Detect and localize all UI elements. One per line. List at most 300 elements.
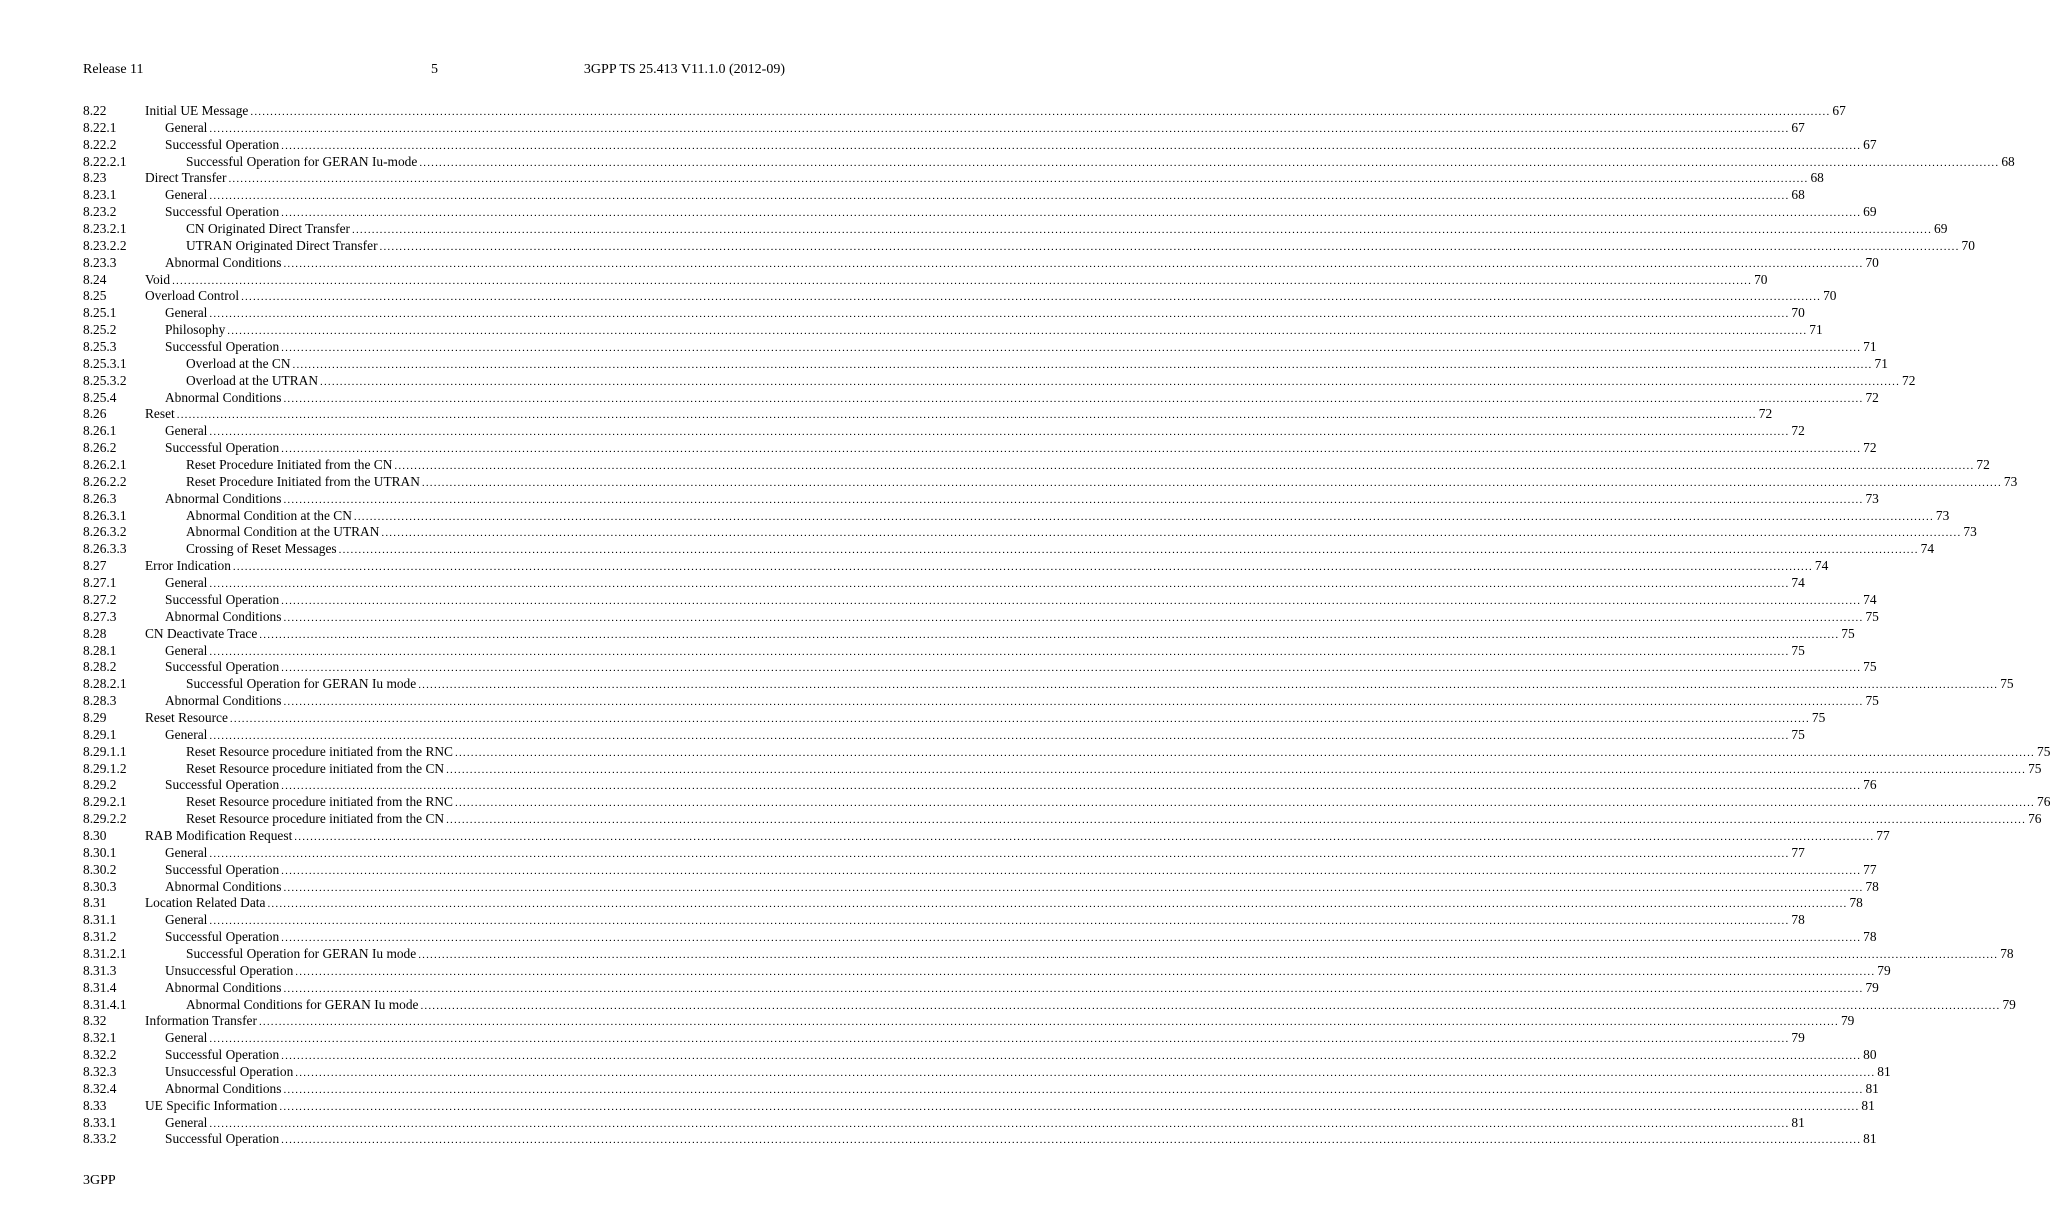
toc-entry[interactable] <box>83 575 1805 592</box>
toc-dot-leader: ................................................................................................................................................................................................................................................................................................................................................................................................................ <box>209 308 1790 321</box>
toc-dot-leader: ................................................................................................................................................................................................................................................................................................................................................................................................................ <box>418 679 1999 692</box>
toc-dot-leader: ................................................................................................................................................................................................................................................................................................................................................................................................................ <box>420 999 2001 1012</box>
toc-entry[interactable] <box>83 676 2014 693</box>
toc-section-title: UE Specific Information <box>145 1097 278 1113</box>
toc-entry-line <box>186 541 1935 559</box>
toc-section-number: 8.30 <box>83 827 107 843</box>
toc-entry[interactable] <box>83 339 1877 356</box>
toc-page-number: 73 <box>2003 473 2018 489</box>
toc-page-number: 77 <box>1876 827 1890 843</box>
toc-entry[interactable] <box>83 288 1837 305</box>
toc-entry-line <box>165 861 1877 880</box>
toc-dot-leader: ................................................................................................................................................................................................................................................................................................................................................................................................................ <box>446 763 2027 776</box>
toc-entry-line <box>186 794 2050 812</box>
toc-entry[interactable] <box>83 389 1879 407</box>
toc-section-number: 8.27.2 <box>83 591 117 607</box>
toc-dot-leader: ................................................................................................................................................................................................................................................................................................................................................................................................................ <box>176 409 1757 422</box>
toc-section-title: Unsuccessful Operation <box>165 962 294 978</box>
toc-entry-line <box>165 204 1877 222</box>
toc-entry-line <box>165 254 1879 273</box>
toc-entry-line <box>145 406 1773 424</box>
header-page-number: 5 <box>431 62 438 77</box>
toc-entry-line <box>165 962 1891 981</box>
toc-entry[interactable] <box>83 608 1879 626</box>
toc-entry-line <box>165 490 1879 509</box>
toc-entry-line <box>165 693 1879 711</box>
toc-entry-line <box>165 187 1805 205</box>
toc-page-number: 72 <box>1976 457 1990 473</box>
toc-dot-leader: ................................................................................................................................................................................................................................................................................................................................................................................................................ <box>283 1083 1864 1096</box>
toc-section-number: 8.29.1.2 <box>83 760 127 776</box>
toc-entry[interactable] <box>83 372 1916 390</box>
toc-page-number: 77 <box>1863 861 1877 877</box>
toc-section-title: Abnormal Conditions <box>165 389 282 405</box>
toc-entry-line <box>145 170 1824 188</box>
toc-section-number: 8.29.1.1 <box>83 743 127 759</box>
toc-entry[interactable] <box>83 322 1823 339</box>
toc-entry-line <box>165 979 1879 998</box>
toc-section-number: 8.31.2 <box>83 929 117 945</box>
toc-section-title: Abnormal Conditions <box>165 490 282 506</box>
toc-page-number: 78 <box>2000 945 2014 961</box>
toc-page-number: 74 <box>1920 541 1935 557</box>
toc-entry[interactable] <box>83 844 1805 862</box>
toc-entry[interactable] <box>83 878 1879 896</box>
toc-page-number: 68 <box>1791 187 1805 203</box>
toc-section-title: Successful Operation <box>165 929 280 945</box>
toc-dot-leader: ................................................................................................................................................................................................................................................................................................................................................................................................................ <box>283 696 1864 709</box>
toc-page-number: 79 <box>1877 962 1891 978</box>
toc-entry-line <box>186 760 2042 779</box>
toc-entry-line <box>165 1030 1805 1048</box>
toc-page-number: 77 <box>1791 844 1805 860</box>
toc-section-title: Successful Operation <box>165 440 280 456</box>
toc-dot-leader: ................................................................................................................................................................................................................................................................................................................................................................................................................ <box>209 1117 1790 1130</box>
toc-entry[interactable] <box>83 827 1890 845</box>
toc-section-number: 8.31.1 <box>83 912 117 928</box>
toc-dot-leader: ................................................................................................................................................................................................................................................................................................................................................................................................................ <box>338 544 1919 557</box>
toc-section-number: 8.31 <box>83 895 107 911</box>
toc-dot-leader: ................................................................................................................................................................................................................................................................................................................................................................................................................ <box>228 173 1809 186</box>
toc-entry-line <box>145 625 1855 644</box>
toc-entry[interactable] <box>83 642 1805 660</box>
toc-dot-leader: ................................................................................................................................................................................................................................................................................................................................................................................................................ <box>353 510 1934 523</box>
toc-entry[interactable] <box>83 254 1879 272</box>
toc-entry-line <box>165 1047 1877 1065</box>
toc-entry[interactable] <box>83 221 1948 238</box>
toc-section-title: Reset Resource <box>145 709 228 725</box>
toc-dot-leader: ................................................................................................................................................................................................................................................................................................................................................................................................................ <box>294 830 1875 843</box>
toc-dot-leader: ................................................................................................................................................................................................................................................................................................................................................................................................................ <box>209 645 1790 658</box>
toc-dot-leader: ................................................................................................................................................................................................................................................................................................................................................................................................................ <box>281 594 1862 607</box>
toc-page-number: 78 <box>1791 912 1805 928</box>
toc-entry-line <box>165 1131 1877 1149</box>
toc-dot-leader: ................................................................................................................................................................................................................................................................................................................................................................................................................ <box>279 1100 1860 1113</box>
toc-entry[interactable] <box>83 1047 1877 1064</box>
toc-section-title: Abnormal Conditions for GERAN Iu mode <box>186 996 419 1012</box>
toc-entry[interactable] <box>83 558 1829 575</box>
toc-entry-line <box>165 322 1823 340</box>
toc-dot-leader: ................................................................................................................................................................................................................................................................................................................................................................................................................ <box>209 578 1790 591</box>
toc-section-title: Overload at the UTRAN <box>186 372 319 388</box>
toc-entry[interactable] <box>83 136 1877 154</box>
toc-entry[interactable] <box>83 1131 1877 1148</box>
toc-entry[interactable] <box>83 962 1891 980</box>
toc-entry[interactable] <box>83 777 1877 794</box>
toc-section-title: General <box>165 423 208 439</box>
toc-page-number: 76 <box>2028 811 2042 827</box>
toc-page-number: 75 <box>2028 760 2042 776</box>
toc-section-number: 8.25.2 <box>83 322 117 338</box>
toc-section-title: Reset Resource procedure initiated from the CN <box>186 811 445 827</box>
toc-section-number: 8.26.1 <box>83 423 117 439</box>
toc-page-number: 72 <box>1791 423 1805 439</box>
toc-section-number: 8.31.4.1 <box>83 996 127 1012</box>
toc-entry-line <box>186 237 1975 256</box>
toc-page-number: 71 <box>1809 322 1823 338</box>
toc-dot-leader: ................................................................................................................................................................................................................................................................................................................................................................................................................ <box>232 561 1813 574</box>
toc-page-number: 81 <box>1863 1131 1877 1147</box>
toc-section-title: UTRAN Originated Direct Transfer <box>186 237 378 253</box>
toc-entry-line <box>165 575 1805 593</box>
toc-dot-leader: ................................................................................................................................................................................................................................................................................................................................................................................................................ <box>446 814 2027 827</box>
toc-section-title: Unsuccessful Operation <box>165 1063 294 1079</box>
toc-section-number: 8.26.3.3 <box>83 541 127 557</box>
toc-section-title: Reset Procedure Initiated from the UTRAN <box>186 473 420 489</box>
toc-page-number: 68 <box>2001 153 2015 169</box>
toc-dot-leader: ................................................................................................................................................................................................................................................................................................................................................................................................................ <box>281 662 1862 675</box>
toc-entry-line <box>165 305 1805 323</box>
toc-section-title: Successful Operation for GERAN Iu mode <box>186 945 417 961</box>
toc-section-number: 8.32 <box>83 1013 107 1029</box>
toc-entry[interactable] <box>83 811 2042 828</box>
toc-dot-leader: ................................................................................................................................................................................................................................................................................................................................................................................................................ <box>209 426 1790 439</box>
toc-section-title: Initial UE Message <box>145 103 249 118</box>
toc-entry-line <box>165 844 1805 863</box>
toc-entry[interactable] <box>83 490 1879 508</box>
toc-entry-line <box>165 659 1877 677</box>
toc-entry-line <box>165 136 1877 155</box>
toc-entry-line <box>165 1080 1879 1099</box>
toc-section-title: Successful Operation <box>165 1047 280 1063</box>
toc-entry[interactable] <box>83 103 1846 120</box>
toc-entry[interactable] <box>83 895 1863 912</box>
toc-entry-line <box>186 153 2015 172</box>
toc-section-title: RAB Modification Request <box>145 827 293 843</box>
toc-dot-leader: ................................................................................................................................................................................................................................................................................................................................................................................................................ <box>281 864 1862 877</box>
toc-entry[interactable] <box>83 1063 1891 1081</box>
toc-entry[interactable] <box>83 979 1879 997</box>
toc-section-title: Reset Procedure Initiated from the CN <box>186 457 393 473</box>
toc-section-number: 8.28 <box>83 625 107 641</box>
toc-dot-leader: ................................................................................................................................................................................................................................................................................................................................................................................................................ <box>281 443 1862 456</box>
toc-section-number: 8.23.1 <box>83 187 117 203</box>
toc-section-number: 8.26.3.2 <box>83 524 127 540</box>
toc-dot-leader: ................................................................................................................................................................................................................................................................................................................................................................................................................ <box>209 847 1790 860</box>
toc-section-number: 8.29.2.2 <box>83 811 127 827</box>
toc-page-number: 70 <box>1791 305 1805 321</box>
toc-page-number: 81 <box>1877 1063 1891 1079</box>
toc-dot-leader: ................................................................................................................................................................................................................................................................................................................................................................................................................ <box>295 1066 1876 1079</box>
toc-section-title: General <box>165 119 208 135</box>
toc-entry[interactable] <box>83 541 1935 558</box>
toc-page-number: 75 <box>1791 726 1805 742</box>
toc-page-number: 70 <box>1754 271 1768 287</box>
toc-section-title: Overload at the CN <box>186 355 291 371</box>
toc-page-number: 81 <box>1861 1097 1875 1113</box>
toc-section-title: Abnormal Conditions <box>165 693 282 709</box>
toc-section-title: General <box>165 642 208 658</box>
toc-section-title: General <box>165 726 208 742</box>
toc-page-number: 72 <box>1902 372 1916 388</box>
toc-page-number: 81 <box>1865 1080 1879 1096</box>
header-release: Release 11 <box>83 62 144 77</box>
toc-dot-leader: ................................................................................................................................................................................................................................................................................................................................................................................................................ <box>421 476 2002 489</box>
toc-section-number: 8.32.3 <box>83 1063 117 1079</box>
toc-entry[interactable] <box>83 625 1855 643</box>
toc-section-title: Abnormal Condition at the CN <box>186 507 352 523</box>
toc-entry[interactable] <box>83 170 1824 187</box>
toc-section-number: 8.24 <box>83 271 107 287</box>
toc-entry[interactable] <box>83 473 2018 491</box>
toc-dot-leader: ................................................................................................................................................................................................................................................................................................................................................................................................................ <box>250 106 1831 118</box>
toc-entry-line <box>165 929 1877 947</box>
toc-entry[interactable] <box>83 1080 1879 1098</box>
toc-entry[interactable] <box>83 153 2015 171</box>
toc-entry-line <box>186 372 1916 391</box>
toc-entry[interactable] <box>83 709 1826 727</box>
toc-entry[interactable] <box>83 187 1805 204</box>
toc-page-number: 76 <box>1863 777 1877 793</box>
toc-section-number: 8.25.3 <box>83 339 117 355</box>
toc-section-number: 8.33 <box>83 1097 107 1113</box>
toc-entry[interactable] <box>83 1114 1805 1132</box>
toc-section-number: 8.31.2.1 <box>83 945 127 961</box>
toc-section-title: Overload Control <box>145 288 240 304</box>
toc-section-number: 8.28.1 <box>83 642 117 658</box>
toc-section-title: Error Indication <box>145 558 231 574</box>
toc-dot-leader: ................................................................................................................................................................................................................................................................................................................................................................................................................ <box>172 274 1753 287</box>
toc-section-number: 8.26.3 <box>83 490 117 506</box>
toc-page-number: 72 <box>1863 440 1877 456</box>
toc-section-title: General <box>165 1114 208 1130</box>
toc-entry[interactable] <box>83 929 1877 946</box>
toc-entry-line <box>186 676 2014 694</box>
toc-section-number: 8.26.2.2 <box>83 473 127 489</box>
toc-dot-leader: ................................................................................................................................................................................................................................................................................................................................................................................................................ <box>283 881 1864 894</box>
toc-entry[interactable] <box>83 507 1950 525</box>
toc-section-number: 8.27.3 <box>83 608 117 624</box>
toc-entry[interactable] <box>83 743 2050 761</box>
toc-section-title: General <box>165 305 208 321</box>
toc-section-title: Information Transfer <box>145 1013 257 1029</box>
toc-section-number: 8.30.3 <box>83 878 117 894</box>
toc-entry-line <box>186 221 1948 239</box>
toc-dot-leader: ................................................................................................................................................................................................................................................................................................................................................................................................................ <box>281 139 1862 152</box>
toc-entry[interactable] <box>83 524 1977 541</box>
toc-entry-line <box>186 355 1888 374</box>
toc-section-number: 8.30.2 <box>83 861 117 877</box>
toc-page-number: 75 <box>2037 743 2050 759</box>
toc-section-title: Abnormal Conditions <box>165 979 282 995</box>
toc-page-number: 68 <box>1810 170 1824 186</box>
toc-section-number: 8.23.3 <box>83 254 117 270</box>
toc-entry[interactable] <box>83 996 2016 1014</box>
toc-section-number: 8.28.2 <box>83 659 117 675</box>
toc-dot-leader: ................................................................................................................................................................................................................................................................................................................................................................................................................ <box>455 797 2035 810</box>
toc-dot-leader: ................................................................................................................................................................................................................................................................................................................................................................................................................ <box>379 240 1960 253</box>
toc-section-title: Abnormal Conditions <box>165 254 282 270</box>
toc-dot-leader: ................................................................................................................................................................................................................................................................................................................................................................................................................ <box>295 965 1876 978</box>
toc-entry-line <box>165 591 1877 610</box>
toc-dot-leader: ................................................................................................................................................................................................................................................................................................................................................................................................................ <box>267 898 1848 911</box>
toc-page-number: 79 <box>2002 996 2016 1012</box>
toc-section-number: 8.31.4 <box>83 979 117 995</box>
toc-section-title: General <box>165 575 208 591</box>
toc-section-number: 8.28.2.1 <box>83 676 127 692</box>
toc-entry[interactable] <box>83 945 2014 963</box>
toc-entry[interactable] <box>83 861 1877 879</box>
toc-page-number: 71 <box>1863 339 1877 355</box>
toc-page-number: 75 <box>2000 676 2014 692</box>
toc-section-title: Void <box>145 271 171 287</box>
toc-section-title: Abnormal Conditions <box>165 1080 282 1096</box>
toc-section-title: Successful Operation <box>165 861 280 877</box>
toc-page-number: 70 <box>1961 237 1975 253</box>
toc-page-number: 75 <box>1791 642 1805 658</box>
toc-entry[interactable] <box>83 912 1805 929</box>
toc-section-number: 8.22.2 <box>83 136 117 152</box>
toc-entry-line <box>165 389 1879 408</box>
toc-section-title: Successful Operation <box>165 591 280 607</box>
toc-entry-line <box>145 288 1837 306</box>
toc-dot-leader: ................................................................................................................................................................................................................................................................................................................................................................................................................ <box>292 358 1873 371</box>
toc-page-number: 71 <box>1874 355 1888 371</box>
toc-entry[interactable] <box>83 1097 1875 1115</box>
toc-page-number: 75 <box>1865 608 1879 624</box>
toc-page-number: 73 <box>1963 524 1977 540</box>
toc-entry[interactable] <box>83 204 1877 221</box>
toc-section-title: Reset <box>145 406 175 422</box>
toc-section-number: 8.23 <box>83 170 107 186</box>
toc-dot-leader: ................................................................................................................................................................................................................................................................................................................................................................................................................ <box>320 375 1901 388</box>
toc-entry[interactable] <box>83 423 1805 440</box>
toc-section-title: General <box>165 912 208 928</box>
toc-page-number: 69 <box>1863 204 1877 220</box>
toc-dot-leader: ................................................................................................................................................................................................................................................................................................................................................................................................................ <box>455 746 2035 759</box>
toc-section-number: 8.27.1 <box>83 575 117 591</box>
toc-page-number: 75 <box>1863 659 1877 675</box>
toc-entry[interactable] <box>83 457 1990 474</box>
toc-entry-line <box>165 642 1805 661</box>
toc-entry-line <box>165 423 1805 441</box>
toc-entry[interactable] <box>83 659 1877 676</box>
toc-entry[interactable] <box>83 794 2050 811</box>
toc-section-number: 8.22 <box>83 103 107 118</box>
toc-section-title: Crossing of Reset Messages <box>186 541 337 557</box>
toc-page-number: 76 <box>2037 794 2050 810</box>
toc-entry[interactable] <box>83 271 1768 289</box>
toc-entry[interactable] <box>83 440 1877 457</box>
toc-page-number: 81 <box>1791 1114 1805 1130</box>
toc-page-number: 74 <box>1863 591 1877 607</box>
toc-section-number: 8.26.3.1 <box>83 507 127 523</box>
toc-entry[interactable] <box>83 119 1805 137</box>
toc-section-title: Successful Operation <box>165 339 280 355</box>
toc-section-number: 8.25.3.2 <box>83 372 127 388</box>
toc-entry-line <box>186 945 2014 964</box>
toc-entry[interactable] <box>83 237 1975 255</box>
toc-page-number: 79 <box>1791 1030 1805 1046</box>
toc-section-number: 8.29.1 <box>83 726 117 742</box>
toc-page-number: 70 <box>1823 288 1837 304</box>
toc-section-number: 8.23.2 <box>83 204 117 220</box>
toc-dot-leader: ................................................................................................................................................................................................................................................................................................................................................................................................................ <box>418 948 1999 961</box>
toc-section-number: 8.28.3 <box>83 693 117 709</box>
toc-dot-leader: ................................................................................................................................................................................................................................................................................................................................................................................................................ <box>283 982 1864 995</box>
toc-section-number: 8.33.1 <box>83 1114 117 1130</box>
toc-entry[interactable] <box>83 693 1879 710</box>
toc-entry[interactable] <box>83 591 1877 609</box>
toc-entry[interactable] <box>83 355 1888 373</box>
toc-page-number: 75 <box>1811 709 1826 725</box>
toc-section-title: Reset Resource procedure initiated from the CN <box>186 760 445 776</box>
toc-entry-line <box>145 895 1863 913</box>
toc-entry-line <box>186 811 2042 829</box>
toc-dot-leader: ................................................................................................................................................................................................................................................................................................................................................................................................................ <box>352 224 1933 237</box>
toc-entry-line <box>145 558 1829 576</box>
toc-section-title: Successful Operation <box>165 777 280 793</box>
toc-section-title: Successful Operation <box>165 1131 280 1147</box>
toc-section-number: 8.22.2.1 <box>83 153 127 169</box>
toc-page-number: 72 <box>1865 389 1879 405</box>
toc-section-title: CN Originated Direct Transfer <box>186 221 351 237</box>
toc-entry[interactable] <box>83 406 1773 423</box>
toc-dot-leader: ................................................................................................................................................................................................................................................................................................................................................................................................................ <box>283 611 1864 624</box>
toc-entry-line <box>165 608 1879 627</box>
toc-section-number: 8.32.4 <box>83 1080 117 1096</box>
toc-dot-leader: ................................................................................................................................................................................................................................................................................................................................................................................................................ <box>281 932 1862 945</box>
toc-dot-leader: ................................................................................................................................................................................................................................................................................................................................................................................................................ <box>229 712 1810 725</box>
header-document-id: 3GPP TS 25.413 V11.1.0 (2012-09) <box>583 62 785 77</box>
toc-entry-line <box>165 912 1805 930</box>
toc-entry[interactable] <box>83 1013 1855 1030</box>
toc-section-number: 8.31.3 <box>83 962 117 978</box>
toc-entry[interactable] <box>83 1030 1805 1047</box>
toc-entry-line <box>186 507 1950 526</box>
toc-section-number: 8.25.4 <box>83 389 117 405</box>
toc-page-number: 78 <box>1865 878 1879 894</box>
toc-section-title: Direct Transfer <box>145 170 227 186</box>
toc-entry-line <box>186 743 2050 762</box>
toc-section-number: 8.30.1 <box>83 844 117 860</box>
toc-dot-leader: ................................................................................................................................................................................................................................................................................................................................................................................................................ <box>281 207 1862 220</box>
toc-section-number: 8.25.1 <box>83 305 117 321</box>
toc-dot-leader: ................................................................................................................................................................................................................................................................................................................................................................................................................ <box>227 325 1808 338</box>
toc-section-number: 8.32.1 <box>83 1030 117 1046</box>
toc-page-number: 75 <box>1865 693 1879 709</box>
toc-section-title: Abnormal Conditions <box>165 878 282 894</box>
toc-section-number: 8.22.1 <box>83 119 117 135</box>
toc-entry-line <box>165 440 1877 458</box>
toc-dot-leader: ................................................................................................................................................................................................................................................................................................................................................................................................................ <box>394 460 1975 473</box>
toc-entry[interactable] <box>83 760 2042 778</box>
toc-entry[interactable] <box>83 305 1805 322</box>
toc-entry-line <box>145 827 1890 846</box>
toc-entry[interactable] <box>83 726 1805 744</box>
toc-page-number: 74 <box>1814 558 1829 574</box>
toc-section-title: Philosophy <box>165 322 226 338</box>
